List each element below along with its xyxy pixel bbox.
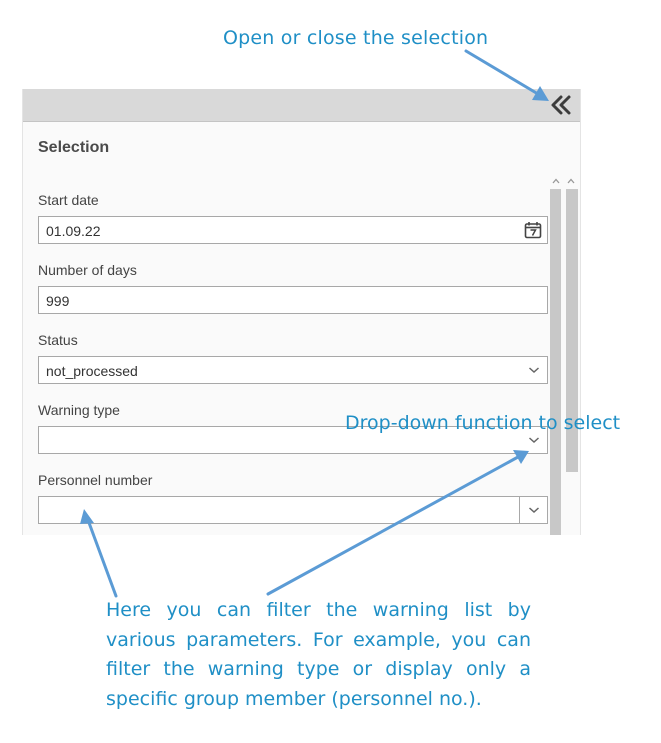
start-date-input[interactable] [38,216,548,244]
panel-title: Selection [38,139,110,156]
personnel-number-select[interactable] [38,496,548,524]
number-of-days-value: 999 [46,293,70,309]
number-of-days-label: Number of days [38,262,137,278]
arrow-to-collapse [466,51,538,94]
calendar-icon[interactable] [524,221,542,239]
scroll-up-arrow-icon[interactable] [566,177,576,185]
status-value: not_processed [46,363,138,379]
panel-header [23,89,580,122]
chevron-down-icon [528,505,540,515]
scrollbar-thumb[interactable] [550,189,561,535]
annotation-dropdown: Drop-down function to select [345,412,621,434]
inner-scrollbar[interactable] [549,177,561,535]
start-date-value: 01.09.22 [46,223,101,239]
scroll-up-arrow-icon[interactable] [551,177,561,185]
chevron-down-icon[interactable] [528,435,540,445]
number-of-days-input[interactable] [38,286,548,314]
start-date-label: Start date [38,192,99,208]
double-chevron-left-icon[interactable] [548,92,574,118]
annotation-description: Here you can filter the warning list by various parameters. For example, you can filter the warning type or display only a specific group member (personnel no.). [106,599,531,710]
status-select[interactable] [38,356,548,384]
chevron-down-icon[interactable] [528,365,540,375]
status-label: Status [38,332,78,348]
personnel-number-label: Personnel number [38,472,153,488]
dropdown-toggle[interactable] [519,497,547,523]
selection-panel [22,89,581,535]
warning-type-label: Warning type [38,402,120,418]
annotation-open-close: Open or close the selection [223,27,489,49]
